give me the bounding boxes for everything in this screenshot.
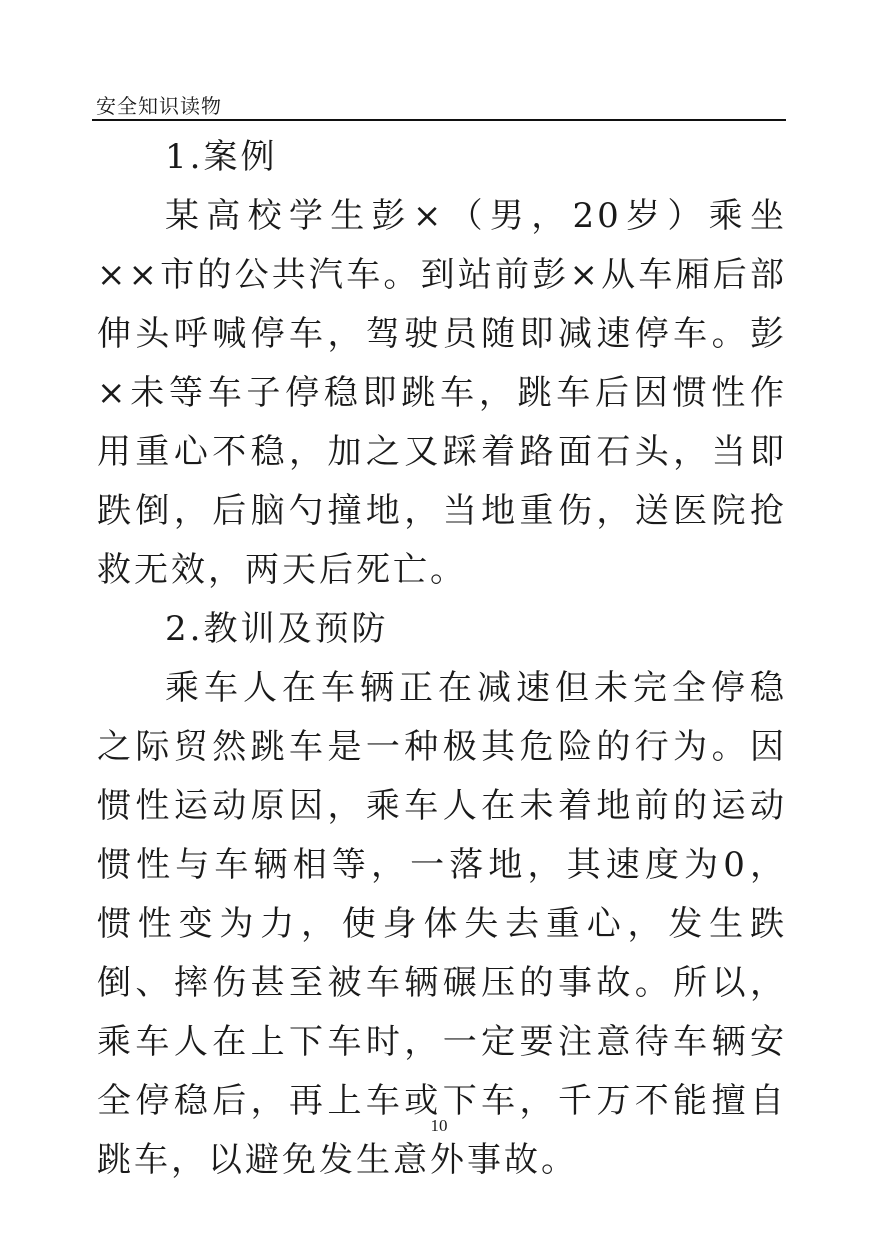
section-heading-case: 1.案例 <box>165 137 278 177</box>
page-body <box>97 128 787 1190</box>
section-heading-lessons: 2.教训及预防 <box>165 609 389 649</box>
page-number: 10 <box>430 1116 448 1135</box>
header-divider <box>92 119 786 121</box>
case-paragraph: 某高校学生彭×（男，20岁）乘坐××市的公共汽车。到站前彭×从车厢后部伸头呼喊停车，驾驶员随即减速停车。彭×未等车子停稳即跳车，跳车后因惯性作用重心不稳，加之又踩着路面石头，当即跌倒，后脑勺撞地，当地重伤，送医院抢救无效，两天后死亡。 <box>97 196 787 590</box>
lessons-paragraph: 乘车人在车辆正在减速但未完全停稳之际贸然跳车是一种极其危险的行为。因惯性运动原因，乘车人在未着地前的运动惯性与车辆相等，一落地，其速度为0，惯性变为力，使身体失去重心，发生跌倒、摔伤甚至被车辆碾压的事故。所以，乘车人在上下车时，一定要注意待车辆安全停稳后，再上车或下车，千万不能擅自跳车，以避免发生意外事故。 <box>97 668 787 1180</box>
running-header: 安全知识读物 <box>96 94 222 118</box>
